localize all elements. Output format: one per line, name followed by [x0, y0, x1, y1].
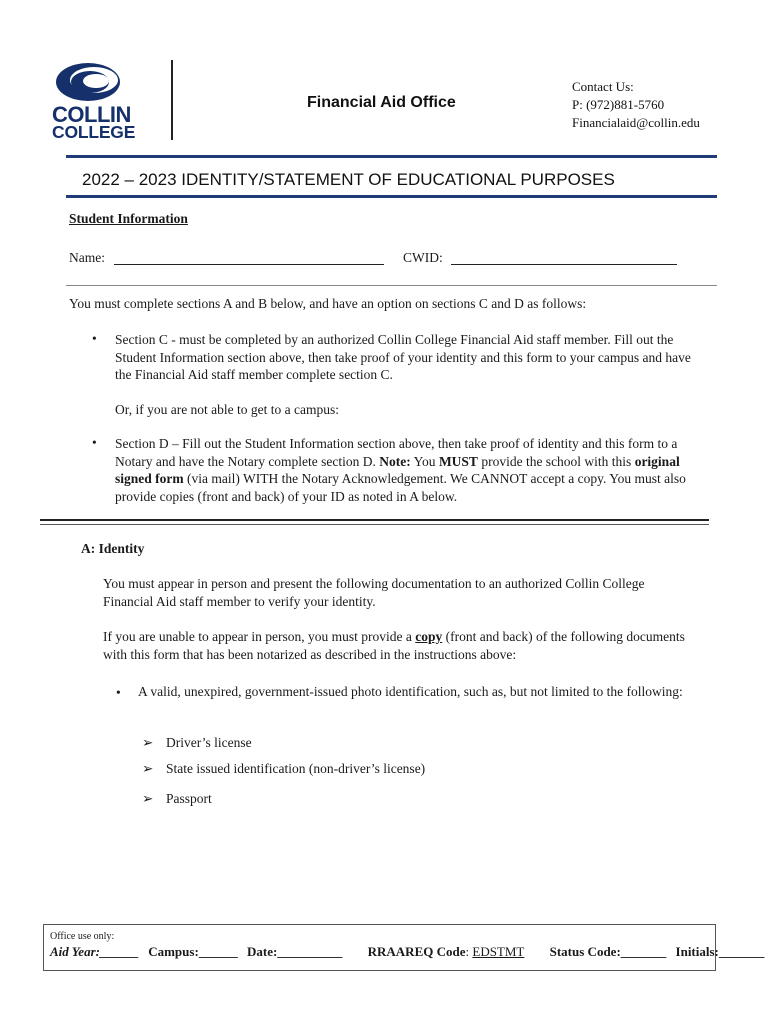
logo-wordmark-college: COLLEGE — [52, 122, 136, 142]
name-field[interactable] — [114, 264, 384, 265]
date-field[interactable]: Date:__________ — [247, 944, 343, 959]
office-use-label: Office use only: — [50, 931, 115, 942]
rraareq-code: EDSTMT — [472, 944, 525, 959]
instructions-intro: You must complete sections A and B below, and have an option on sections C and D as follows: — [69, 296, 587, 311]
status-code-field[interactable]: Status Code:_______ — [549, 944, 667, 959]
section-c-instructions: Section C - must be completed by an authorized Collin College Financial Aid staff member. Fill out the Student Information section above, then take proof of your identity and this form to your campus and have the Financial Aid staff member complete section C. — [115, 332, 691, 382]
id-type-label: Passport — [166, 791, 212, 806]
arrow-bullet-icon: ➢ — [142, 791, 154, 806]
rraareq-label: RRAAREQ Code — [367, 944, 466, 959]
double-rule-bottom — [40, 524, 709, 525]
note-label: Note: — [379, 453, 411, 469]
id-type-label: Driver’s license — [166, 735, 252, 750]
section-a-paragraph-2 — [103, 628, 693, 663]
original-form-emphasis: original signed form — [115, 453, 680, 486]
bullet-icon: • — [116, 685, 121, 700]
list-item — [142, 761, 425, 777]
arrow-bullet-icon: ➢ — [142, 735, 154, 750]
bullet-icon: • — [92, 435, 97, 450]
name-label: Name: — [69, 250, 105, 265]
contact-block — [572, 78, 700, 132]
contact-heading: Contact Us: — [572, 79, 634, 94]
student-info-heading: Student Information — [69, 211, 188, 226]
copy-emphasis: copy — [415, 629, 443, 644]
section-d-part3: provide the school with this — [477, 453, 635, 469]
collin-college-logo — [52, 60, 152, 142]
logo-swoosh-icon — [52, 60, 124, 102]
double-rule-top — [40, 519, 709, 521]
aid-year-field[interactable]: Aid Year:______ — [50, 944, 139, 959]
section-a-paragraph-1: You must appear in person and present the following documentation to an authorized Collin College Financial Aid staff member to verify your identity. — [103, 576, 645, 609]
title-top-rule — [66, 155, 717, 158]
paragraph-2-part1: If you are unable to appear in person, you must provide a — [103, 629, 416, 644]
contact-phone: P: (972)881-5760 — [572, 97, 665, 112]
header-divider — [171, 60, 173, 140]
section-a-heading: A: Identity — [81, 541, 145, 556]
form-title: 2022 – 2023 IDENTITY/STATEMENT OF EDUCATIONAL PURPOSES — [82, 170, 615, 189]
logo-wordmark-collin: COLLIN — [52, 102, 131, 127]
contact-email: Financialaid@collin.edu — [572, 115, 700, 130]
section-d-instructions — [115, 435, 705, 505]
section-d-part2: You — [410, 453, 439, 469]
title-bottom-rule — [66, 195, 717, 198]
list-item — [142, 791, 212, 807]
list-item — [142, 735, 252, 751]
section-d-part1: Section D – Fill out the Student Information section above, then take proof of identity and this form to a Notary and have the Notary complete section D. — [115, 436, 678, 469]
must-emphasis: MUST — [438, 453, 478, 469]
rraareq-field — [368, 944, 525, 960]
arrow-bullet-icon: ➢ — [142, 761, 154, 776]
bullet-icon: • — [92, 331, 97, 346]
office-title: Financial Aid Office — [307, 94, 456, 111]
section-d-part4: (via mail) WITH the Notary Acknowledgement. We CANNOT accept a copy. You must also provide copies (front and back) of your ID as noted in A below. — [115, 471, 686, 504]
paragraph-2-part2: (front and back) of the following documents with this form that has been notarized as described in the instructions above: — [103, 629, 685, 662]
id-type-label: State issued identification (non-driver’s license) — [166, 761, 426, 776]
initials-field[interactable]: Initials:_______ — [675, 944, 765, 959]
section-divider — [66, 285, 717, 286]
photo-id-requirement: A valid, unexpired, government-issued photo identification, such as, but not limited to the following: — [138, 684, 683, 699]
cwid-field[interactable] — [451, 264, 677, 265]
campus-field[interactable]: Campus:______ — [148, 944, 238, 959]
office-use-fields — [50, 944, 770, 960]
rraareq-separator: : — [465, 944, 473, 959]
cwid-label: CWID: — [403, 250, 443, 265]
or-line: Or, if you are not able to get to a campus: — [115, 402, 340, 417]
